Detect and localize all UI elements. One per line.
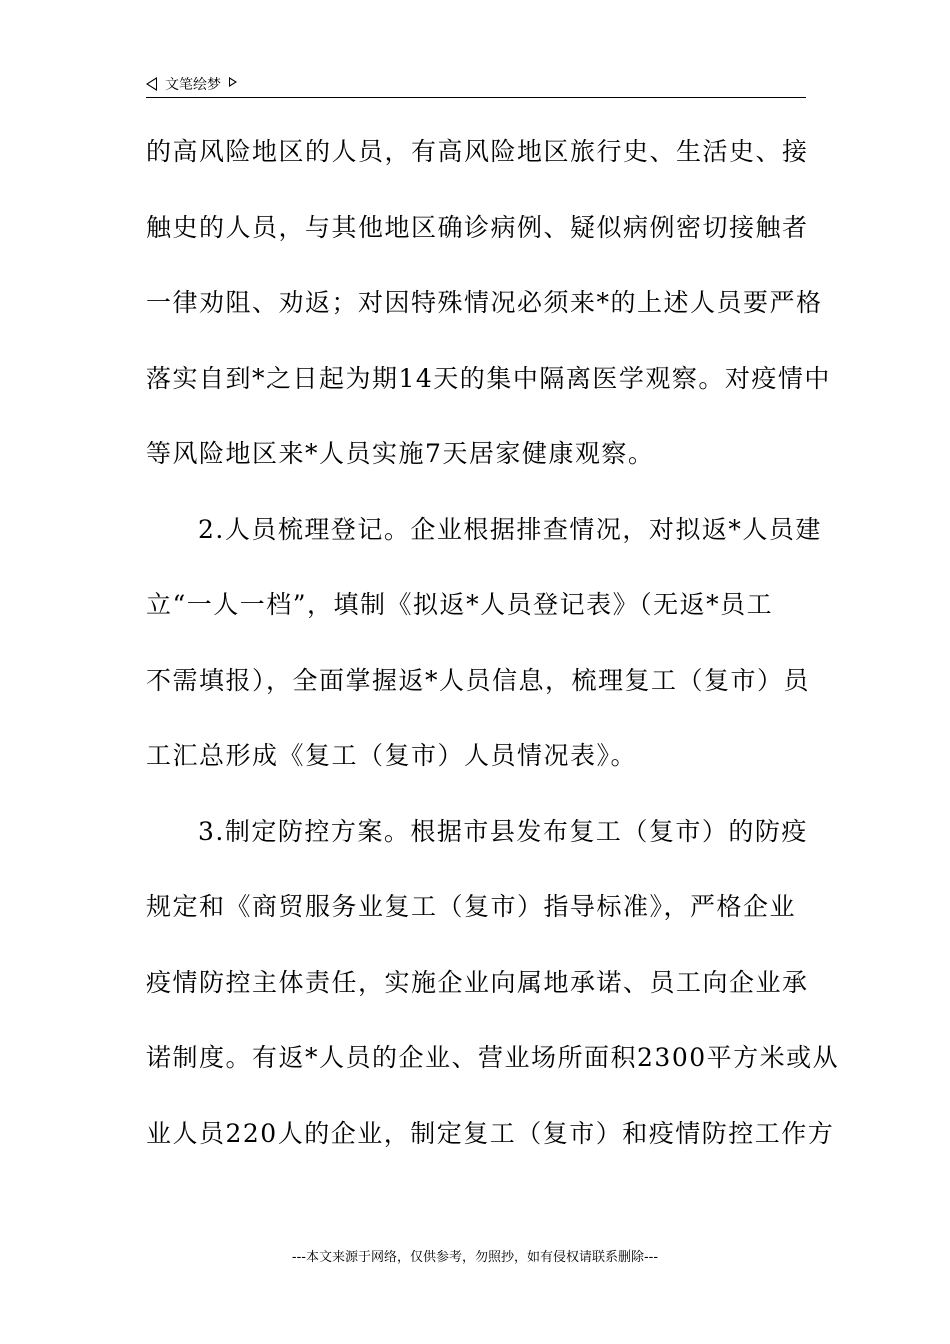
header-divider	[146, 97, 806, 98]
text-line: 工汇总形成《复工（复市）人员情况表》。	[146, 741, 638, 770]
text-line: 等风险地区来*人员实施7天居家健康观察。	[146, 439, 655, 468]
footer-notice: ---本文来源于网络，仅供参考，勿照抄，如有侵权请联系删除---	[291, 1250, 659, 1265]
text-line: 规定和《商贸服务业复工（复市）指导标准》，严格企业	[146, 892, 797, 921]
text-line: 3.制定防控方案。根据市县发布复工（复市）的防疫	[198, 816, 808, 846]
triangle-left-icon	[146, 77, 157, 91]
document-body	[146, 128, 840, 1185]
text-line: 的高风险地区的人员，有高风险地区旅行史、生活史、接	[146, 137, 809, 166]
text-line: 疫情防控主体责任，实施企业向属地承诺、员工向企业承	[146, 967, 809, 997]
text-line: 不需填报），全面掌握返*人员信息，梳理复工（复市）员	[146, 665, 811, 695]
header-brand: 文笔绘梦	[165, 77, 221, 93]
text-line: 诺制度。有返*人员的企业、营业场所面积2300平方米或从	[146, 1043, 840, 1072]
page-header	[146, 72, 806, 96]
text-line: 业人员220人的企业，制定复工（复市）和疫情防控工作方	[146, 1118, 835, 1148]
text-line: 立“一人一档”，填制《拟返*人员登记表》（无返*员工	[146, 590, 774, 619]
text-line: 一律劝阻、劝返；对因特殊情况必须来*的上述人员要严格	[146, 288, 823, 317]
text-line: 触史的人员，与其他地区确诊病例、疑似病例密切接触者	[146, 212, 809, 242]
text-line: 2.人员梳理登记。企业根据排查情况，对拟返*人员建	[198, 514, 822, 544]
text-line: 落实自到*之日起为期14天的集中隔离医学观察。对疫情中	[146, 363, 831, 393]
triangle-right-icon	[229, 77, 237, 87]
